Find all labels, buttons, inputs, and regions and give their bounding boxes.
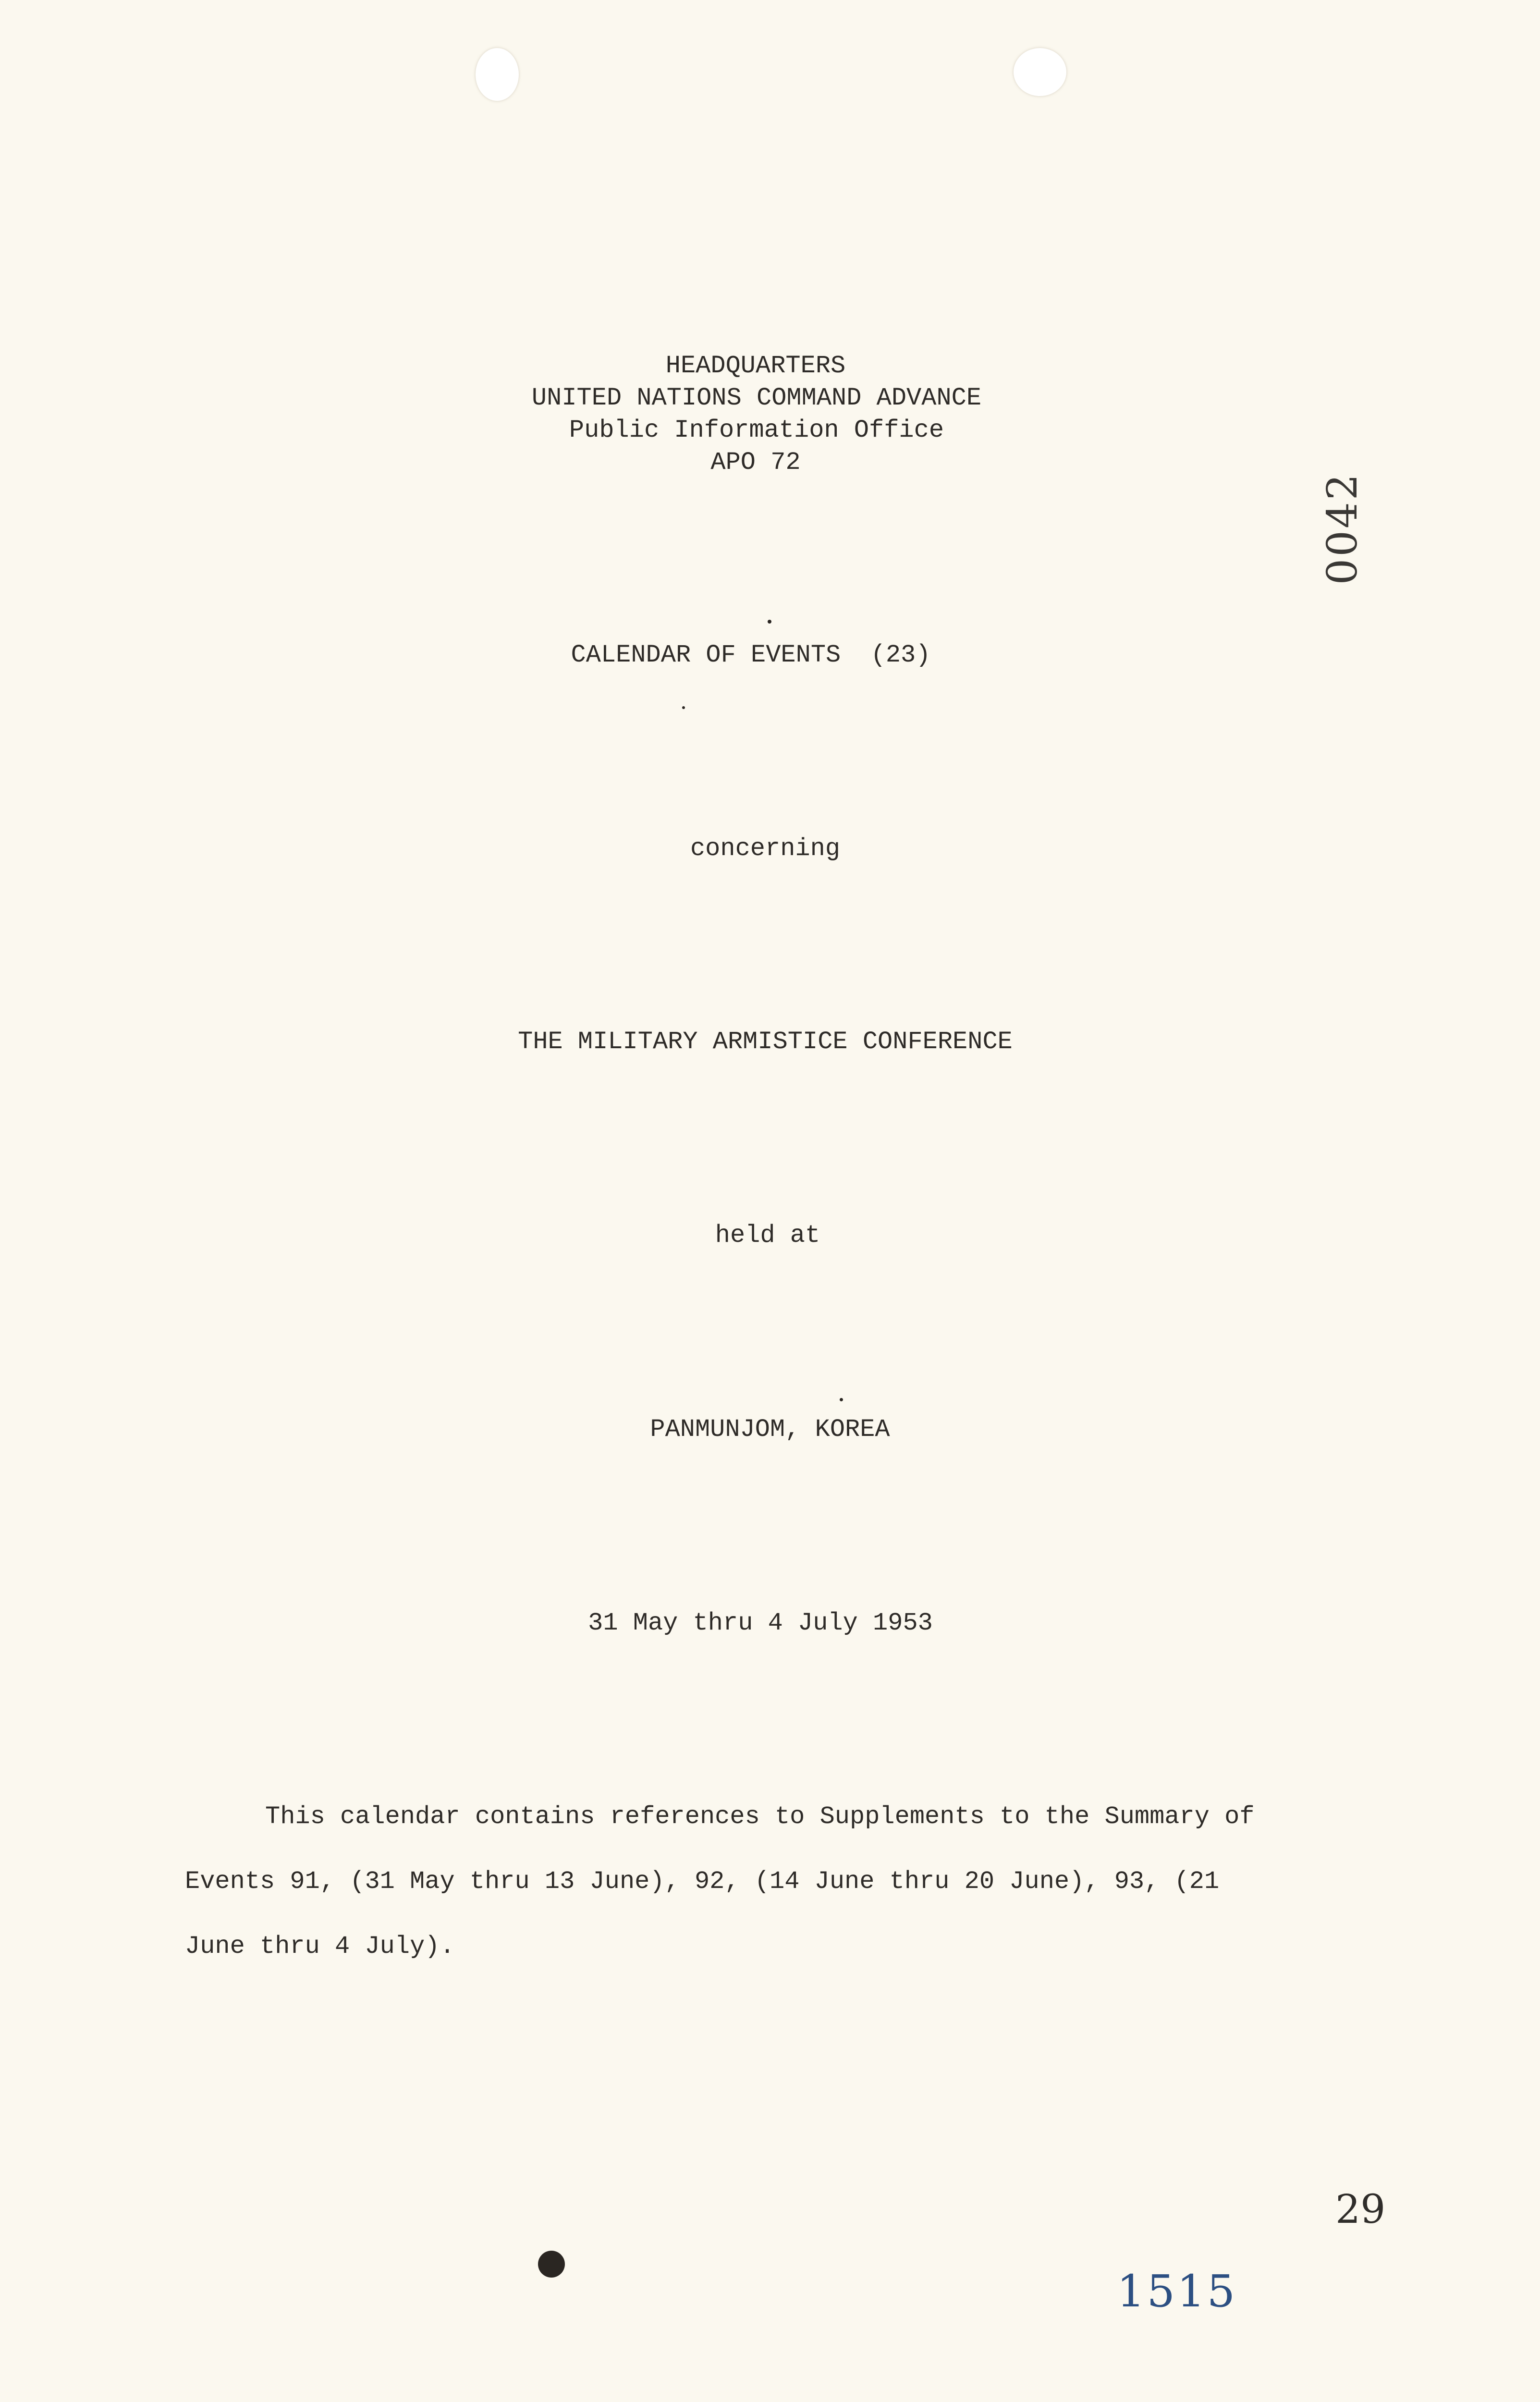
letterhead-command: UNITED NATIONS COMMAND ADVANCE [531,384,982,412]
ink-speck [682,706,685,709]
punch-hole-left [476,48,519,101]
ink-speck [768,620,771,624]
letterhead-apo: APO 72 [710,448,801,477]
punch-hole-right [1014,48,1066,96]
subject-text: THE MILITARY ARMISTICE CONFERENCE [518,1028,1013,1056]
date-range-text: 31 May thru 4 July 1953 [588,1609,933,1637]
held-at-text: held at [715,1221,820,1250]
document-title: CALENDAR OF EVENTS (23) [571,641,931,669]
body-line-3: June thru 4 July). [185,1932,455,1961]
location-text: PANMUNJOM, KOREA [650,1415,890,1444]
page-number: 29 [1335,2187,1386,2232]
body-line-2: Events 91, (31 May thru 13 June), 92, (14 June thru 20 June), 93, (21 [185,1867,1220,1896]
side-stamp-number: 0042 [1319,472,1367,585]
ink-blot [538,2251,565,2278]
concerning-text: concerning [690,834,841,863]
letterhead-headquarters: HEADQUARTERS [665,352,846,380]
letterhead-office: Public Information Office [569,416,944,444]
body-line-1: This calendar contains references to Supplements to the Summary of [265,1802,1255,1831]
ink-speck [840,1398,843,1401]
bottom-stamp-number: 1515 [1117,2266,1237,2317]
